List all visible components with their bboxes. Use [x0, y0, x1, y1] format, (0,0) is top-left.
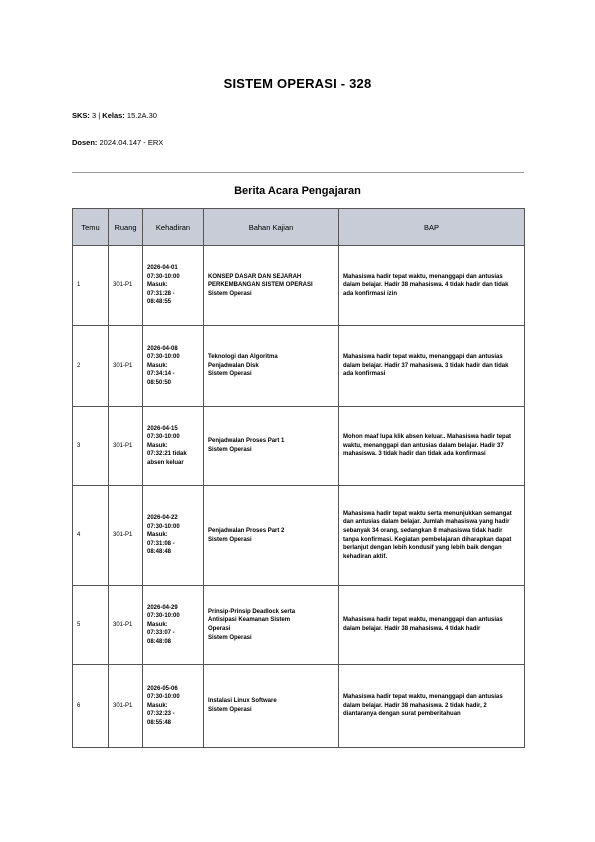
cell-ruang: 301-P1	[109, 326, 143, 407]
session-time: 07:30-10:00	[147, 273, 180, 280]
cell-bap: Mahasiswa hadir tepat waktu serta menunjukkan semangat dan antusias dalam belajar. Jumlah mahasiswa yang hadir sebanyak 34 orang, sedangkan 8 mahasiswa tidak hadir tanpa konfirmasi. Kegiatan pembelajaran diharapkan dapat berlanjut dengan lebih kondusif yang lebih baik dengan kehadiran aktif.	[339, 486, 525, 586]
cell-temu: 5	[73, 586, 109, 665]
teaching-record-table	[72, 208, 525, 748]
dosen-label: Dosen:	[72, 138, 98, 147]
document-title: SISTEM OPERASI - 328	[223, 76, 372, 91]
masuk-label: Masuk:	[147, 282, 168, 289]
bahan-line: Sistem Operasi	[208, 536, 252, 543]
masuk-time: 07:34:14 -	[147, 371, 175, 378]
session-date: 2026-05-06	[147, 685, 178, 692]
sks-label: SKS:	[72, 111, 90, 120]
cell-bahan-kajian	[204, 326, 339, 407]
session-time: 07:30-10:00	[147, 434, 180, 441]
course-meta	[72, 111, 157, 120]
column-header-bahan-kajian: Bahan Kajian	[204, 209, 339, 246]
section-title: Berita Acara Pengajaran	[234, 185, 361, 197]
cell-bap: Mahasiswa hadir tepat waktu, menanggapi dan antusias dalam belajar. Hadir 37 mahasiswa. 3 tidak hadir dan tidak ada konfirmasi	[339, 326, 525, 407]
bahan-line: PERKEMBANGAN SISTEM OPERASI	[208, 282, 313, 289]
table-row	[73, 246, 525, 326]
cell-bahan-kajian	[204, 246, 339, 326]
keluar-time: 08:48:55	[147, 299, 172, 306]
cell-kehadiran	[143, 586, 204, 665]
table-row	[73, 407, 525, 486]
masuk-time: 07:32:21 tidak	[147, 451, 187, 458]
bahan-line: Prinsip-Prinsip Deadlock serta	[208, 608, 296, 615]
bahan-line: Sistem Operasi	[208, 371, 252, 378]
bahan-line: KONSEP DASAR DAN SEJARAH	[208, 273, 302, 280]
session-date: 2026-04-29	[147, 604, 178, 611]
cell-bahan-kajian	[204, 665, 339, 748]
bahan-line: Sistem Operasi	[208, 447, 252, 453]
cell-temu: 3	[73, 407, 109, 486]
table-row	[73, 586, 525, 665]
session-date: 2026-04-15	[147, 425, 178, 432]
masuk-time: 07:31:28 -	[147, 290, 175, 297]
bahan-line: Sistem Operasi	[208, 290, 252, 297]
session-date: 2026-04-08	[147, 345, 178, 352]
cell-bap: Mahasiswa hadir tepat waktu, menanggapi dan antusias dalam belajar. Hadir 38 mahasiswa. 2 tidak hadir, 2 diantaranya dengan surat pemberitahuan	[339, 665, 525, 748]
masuk-time: 07:31:08 -	[147, 540, 175, 547]
cell-bap: Mahasiswa hadir tepat waktu, menanggapi dan antusias dalam belajar. Hadir 38 mahasiswa. 4 tidak hadir dan tidak ada konfirmasi izin	[339, 246, 525, 326]
cell-bahan-kajian	[204, 586, 339, 665]
masuk-label: Masuk:	[147, 621, 168, 628]
cell-temu: 6	[73, 665, 109, 748]
cell-kehadiran	[143, 665, 204, 748]
keluar-time: 08:55:48	[147, 719, 172, 726]
keluar-time: 08:48:08	[147, 638, 172, 645]
masuk-label: Masuk:	[147, 442, 168, 449]
cell-ruang: 301-P1	[109, 665, 143, 748]
cell-temu: 4	[73, 486, 109, 586]
kelas-value: 15.2A.30	[124, 111, 157, 120]
sks-value: 3 |	[89, 111, 103, 120]
session-time: 07:30-10:00	[147, 523, 180, 530]
bahan-line: Antisipasi Keamanan Sistem	[208, 617, 291, 624]
bahan-line: Penjadwalan Proses Part 1	[208, 438, 285, 445]
cell-kehadiran	[143, 407, 204, 486]
cell-ruang: 301-P1	[109, 486, 143, 586]
cell-temu: 2	[73, 326, 109, 407]
column-header-bap: BAP	[339, 209, 525, 246]
cell-bahan-kajian	[204, 407, 339, 486]
bahan-line: Penjadwalan Proses Part 2	[208, 527, 285, 534]
table-row	[73, 486, 525, 586]
keluar-time: 08:50:50	[147, 379, 172, 386]
cell-bahan-kajian	[204, 486, 339, 586]
bahan-line: Sistem Operasi	[208, 707, 252, 713]
bahan-line: Sistem Operasi	[208, 634, 252, 641]
keluar-time: 08:48:48	[147, 549, 172, 556]
cell-temu: 1	[73, 246, 109, 326]
session-time: 07:30-10:00	[147, 613, 180, 620]
divider	[72, 172, 524, 173]
masuk-time: 07:32:23 -	[147, 711, 175, 718]
cell-ruang: 301-P1	[109, 246, 143, 326]
column-header-temu: Temu	[73, 209, 109, 246]
masuk-label: Masuk:	[147, 362, 168, 369]
bahan-line: Instalasi Linux Software	[208, 698, 277, 705]
cell-kehadiran	[143, 246, 204, 326]
cell-ruang: 301-P1	[109, 407, 143, 486]
cell-kehadiran	[143, 326, 204, 407]
session-date: 2026-04-01	[147, 265, 178, 272]
masuk-label: Masuk:	[147, 532, 168, 539]
table-row	[73, 665, 525, 748]
session-time: 07:30-10:00	[147, 694, 180, 701]
cell-kehadiran	[143, 486, 204, 586]
masuk-time: 07:33:07 -	[147, 630, 175, 637]
kelas-label: Kelas:	[102, 111, 125, 120]
cell-ruang: 301-P1	[109, 586, 143, 665]
session-time: 07:30-10:00	[147, 354, 180, 361]
session-date: 2026-04-22	[147, 515, 178, 522]
lecturer-meta	[72, 138, 163, 147]
keluar-time: absen keluar	[147, 459, 184, 466]
cell-bap: Mohon maaf lupa klik absen keluar.. Mahasiswa hadir tepat waktu, menanggapi dan antusias dalam belajar. Hadir 37 mahasiswa. 3 tidak hadir dan tidak ada konfirmasi	[339, 407, 525, 486]
bahan-line: Operasi	[208, 626, 231, 632]
bahan-line: Teknologi dan Algoritma	[208, 354, 278, 361]
masuk-label: Masuk:	[147, 702, 168, 709]
dosen-value: 2024.04.147 - ERX	[97, 138, 164, 147]
table-header-row	[73, 209, 525, 246]
column-header-ruang: Ruang	[109, 209, 143, 246]
column-header-kehadiran: Kehadiran	[143, 209, 204, 246]
cell-bap: Mahasiswa hadir tepat waktu, menanggapi dan antusias dalam belajar. Hadir 38 mahasiswa. 4 tidak hadir	[339, 586, 525, 665]
bahan-line: Penjadwalan Disk	[208, 362, 259, 369]
table-row	[73, 326, 525, 407]
